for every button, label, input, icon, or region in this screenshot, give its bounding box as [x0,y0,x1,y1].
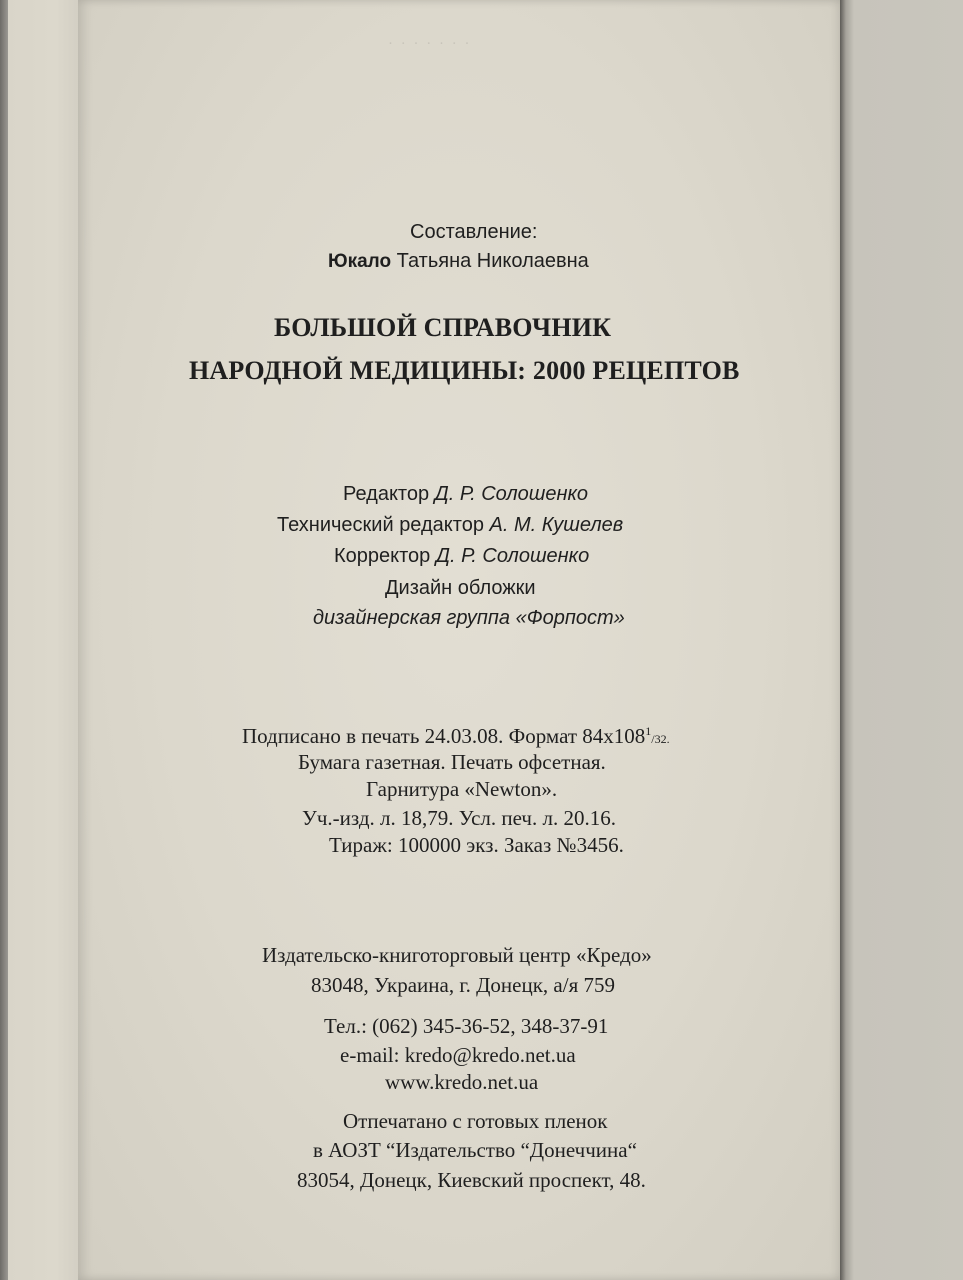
printer-address: 83054, Донецк, Киевский проспект, 48. [297,1168,646,1192]
format-superscript: 1 [645,724,652,738]
cover-design-name: дизайнерская группа «Форпост» [313,607,625,629]
tech-editor-name: А. М. Кушелев [489,514,624,536]
book-spine-gap [840,0,963,1280]
tech-editor-credit [277,513,623,537]
show-through-bleed: · · · · · · · [388,36,472,52]
compiler-given-names: Татьяна Николаевна [396,250,589,272]
publisher-address: 83048, Украина, г. Донецк, а/я 759 [311,973,615,997]
publisher-phone: Тел.: (062) 345-36-52, 348-37-91 [324,1014,609,1038]
editor-role: Редактор [343,483,430,505]
publisher-website: www.kredo.net.ua [385,1070,539,1094]
book-title-line-2: НАРОДНОЙ МЕДИЦИНЫ: 2000 РЕЦЕПТОВ [189,356,740,385]
publisher-name: Издательско-книготорговый центр «Кредо» [262,943,652,967]
cover-design-role: Дизайн обложки [385,577,536,599]
book-title-line-1: БОЛЬШОЙ СПРАВОЧНИК [274,313,612,342]
printer-line-2: в АОЗТ “Издательство “Донеччина“ [313,1138,637,1162]
signed-to-print-line [242,719,670,751]
proofreader-credit [334,544,589,568]
compiler-surname: Юкало [328,251,392,272]
editor-credit [343,482,588,506]
signed-to-print-text: Подписано в печать 24.03.08. Формат 84x108 [242,724,646,748]
paper-print-line: Бумага газетная. Печать офсетная. [298,750,606,774]
proofreader-name: Д. Р. Солошенко [435,545,590,567]
print-run-line: Тираж: 100000 экз. Заказ №3456. [329,833,624,857]
proofreader-role: Корректор [334,545,431,567]
printer-line-1: Отпечатано с готовых пленок [343,1109,608,1133]
typeface-line: Гарнитура «Newton». [366,777,558,801]
publisher-email: e-mail: kredo@kredo.net.ua [340,1043,576,1067]
editor-name: Д. Р. Солошенко [434,483,589,505]
sheets-line: Уч.-изд. л. 18,79. Усл. печ. л. 20.16. [302,806,616,830]
previous-page-edge [8,0,88,1280]
format-subscript: /32. [651,732,670,746]
compilation-label: Составление: [410,221,538,243]
compiler-name [328,249,589,274]
tech-editor-role: Технический редактор [277,514,484,536]
